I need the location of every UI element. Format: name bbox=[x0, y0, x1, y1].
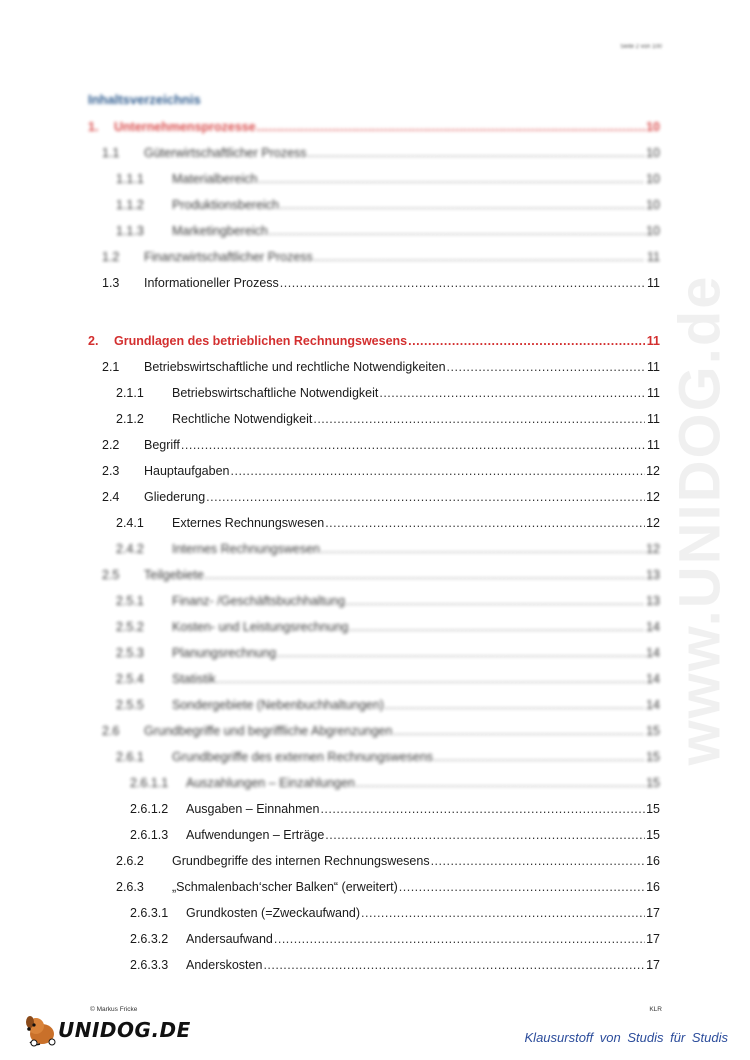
toc-entry-number: 1. bbox=[88, 120, 99, 134]
toc-entry-page: 10 bbox=[646, 224, 660, 238]
toc-entry-number: 2.6 bbox=[102, 724, 120, 738]
tagline: Klausurstoff von Studis für Studis bbox=[524, 1030, 728, 1045]
unidog-logo[interactable] bbox=[22, 1012, 191, 1048]
toc-entry-title: Sondergebiete (Nebenbuchhaltungen) bbox=[172, 698, 384, 712]
toc-entry-number: 2.1.1 bbox=[116, 386, 144, 400]
toc-entry[interactable] bbox=[88, 776, 660, 794]
toc-entry-page: 13 bbox=[646, 594, 660, 608]
toc-dot-leader bbox=[447, 360, 645, 374]
toc-entry-title: Informationeller Prozess bbox=[144, 276, 279, 290]
toc-entry-title: Produktionsbereich bbox=[172, 198, 280, 212]
toc-dot-leader bbox=[280, 198, 645, 212]
toc-entry-title: Kosten- und Leistungsrechnung bbox=[172, 620, 349, 634]
toc-entry-page: 10 bbox=[646, 198, 660, 212]
toc-dot-leader bbox=[361, 906, 645, 920]
toc-dot-leader bbox=[313, 412, 645, 426]
toc-dot-leader bbox=[356, 776, 645, 790]
toc-entry[interactable] bbox=[88, 334, 660, 352]
toc-entry-page: 16 bbox=[646, 880, 660, 894]
toc-dot-leader bbox=[263, 958, 645, 972]
toc-entry-number: 2.4.2 bbox=[116, 542, 144, 556]
toc-entry-number: 1.1.2 bbox=[116, 198, 144, 212]
toc-entry-page: 11 bbox=[647, 360, 660, 374]
toc-dot-leader bbox=[346, 594, 645, 608]
toc-title: Inhaltsverzeichnis bbox=[88, 92, 201, 107]
toc-entry[interactable] bbox=[88, 276, 660, 294]
toc-entry-title: Finanz- /Geschäftsbuchhaltung bbox=[172, 594, 346, 608]
toc-entry-title: Grundkosten (=Zweckaufwand) bbox=[186, 906, 361, 920]
toc-entry-title: Betriebswirtschaftliche Notwendigkeit bbox=[172, 386, 379, 400]
toc-entry[interactable] bbox=[88, 386, 660, 404]
toc-entry-page: 16 bbox=[646, 854, 660, 868]
toc-entry-page: 11 bbox=[647, 276, 660, 290]
toc-entry[interactable] bbox=[88, 750, 660, 768]
toc-entry-page: 15 bbox=[646, 750, 660, 764]
toc-entry-title: Begriff bbox=[144, 438, 180, 452]
toc-entry[interactable] bbox=[88, 880, 660, 898]
logo-text: UNIDOG.DE bbox=[58, 1018, 191, 1042]
toc-entry-title: Teilgebiete bbox=[144, 568, 204, 582]
toc-entry[interactable] bbox=[88, 412, 660, 430]
toc-entry[interactable] bbox=[88, 120, 660, 138]
toc-entry-title: Andersaufwand bbox=[186, 932, 273, 946]
toc-entry-number: 2.5.3 bbox=[116, 646, 144, 660]
toc-entry-page: 10 bbox=[646, 146, 660, 160]
toc-entry-page: 17 bbox=[646, 958, 660, 972]
toc-entry[interactable] bbox=[88, 172, 660, 190]
toc-dot-leader bbox=[408, 334, 645, 348]
toc-dot-leader bbox=[350, 620, 645, 634]
toc-dot-leader bbox=[206, 490, 645, 504]
toc-entry-number: 2.4.1 bbox=[116, 516, 144, 530]
toc-entry-number: 2.6.3.3 bbox=[130, 958, 169, 972]
toc-dot-leader bbox=[274, 932, 645, 946]
toc-entry-number: 2.6.3.2 bbox=[130, 932, 169, 946]
toc-dot-leader bbox=[314, 250, 645, 264]
toc-entry-title: Materialbereich bbox=[172, 172, 258, 186]
toc-entry-page: 15 bbox=[646, 776, 660, 790]
toc-dot-leader bbox=[434, 750, 645, 764]
footer-doc-code: KLR bbox=[649, 1006, 662, 1013]
toc-entry[interactable] bbox=[88, 594, 660, 612]
toc-entry-title: Finanzwirtschaftlicher Prozess bbox=[144, 250, 313, 264]
toc-entry-title: Gliederung bbox=[144, 490, 206, 504]
toc-entry-page: 10 bbox=[646, 172, 660, 186]
toc-entry-page: 12 bbox=[646, 542, 660, 556]
toc-entry[interactable] bbox=[88, 672, 660, 690]
toc-entry-title: Grundlagen des betrieblichen Rechnungswesens bbox=[114, 334, 408, 348]
toc-entry-number: 1.3 bbox=[102, 276, 120, 290]
page-number: Seite 2 von 100 bbox=[620, 44, 662, 50]
toc-entry[interactable] bbox=[88, 828, 660, 846]
toc-entry-number: 2.1.2 bbox=[116, 412, 144, 426]
toc-dot-leader bbox=[431, 854, 645, 868]
toc-entry[interactable] bbox=[88, 198, 660, 216]
toc-dot-leader bbox=[269, 224, 645, 238]
toc-entry-number: 1.1.1 bbox=[116, 172, 144, 186]
toc-entry-page: 11 bbox=[647, 438, 660, 452]
toc-entry-number: 2.5.1 bbox=[116, 594, 144, 608]
toc-entry[interactable] bbox=[88, 464, 660, 482]
toc-entry[interactable] bbox=[88, 646, 660, 664]
toc-entry-number: 2.5 bbox=[102, 568, 120, 582]
toc-entry-page: 13 bbox=[646, 568, 660, 582]
toc-dot-leader bbox=[205, 568, 645, 582]
toc-entry-page: 11 bbox=[647, 386, 660, 400]
toc-dot-leader bbox=[320, 802, 645, 816]
toc-dot-leader bbox=[257, 120, 645, 134]
toc-entry-page: 14 bbox=[646, 620, 660, 634]
toc-entry[interactable] bbox=[88, 568, 660, 586]
toc-entry[interactable] bbox=[88, 516, 660, 534]
toc-entry[interactable] bbox=[88, 906, 660, 924]
toc-entry-number: 2.6.2 bbox=[116, 854, 144, 868]
toc-entry-page: 15 bbox=[646, 802, 660, 816]
toc-entry[interactable] bbox=[88, 224, 660, 242]
toc-entry-number: 2.4 bbox=[102, 490, 120, 504]
toc-entry-title: Grundbegriffe des externen Rechnungswesens bbox=[172, 750, 434, 764]
toc-entry-title: „Schmalenbach‘scher Balken“ (erweitert) bbox=[172, 880, 398, 894]
toc-entry-page: 11 bbox=[647, 250, 660, 264]
toc-entry[interactable] bbox=[88, 146, 660, 164]
toc-entry-number: 2.3 bbox=[102, 464, 120, 478]
toc-entry-number: 2.6.1.1 bbox=[130, 776, 169, 790]
toc-entry-page: 15 bbox=[646, 828, 660, 842]
toc-entry-title: Internes Rechnungswesen bbox=[172, 542, 321, 556]
toc-entry-number: 2.5.2 bbox=[116, 620, 144, 634]
toc-entry-page: 17 bbox=[646, 906, 660, 920]
toc-entry[interactable] bbox=[88, 698, 660, 716]
toc-entry[interactable] bbox=[88, 490, 660, 508]
toc-dot-leader bbox=[280, 276, 645, 290]
toc-entry[interactable] bbox=[88, 854, 660, 872]
toc-entry-page: 12 bbox=[646, 464, 660, 478]
toc-entry-number: 2.2 bbox=[102, 438, 120, 452]
toc-entry-number: 2.5.4 bbox=[116, 672, 144, 686]
dog-icon bbox=[22, 1012, 62, 1048]
toc-entry[interactable] bbox=[88, 360, 660, 378]
toc-dot-leader bbox=[217, 672, 645, 686]
toc-entry-number: 2. bbox=[88, 334, 99, 348]
toc-entry[interactable] bbox=[88, 542, 660, 560]
toc-entry-number: 2.5.5 bbox=[116, 698, 144, 712]
toc-dot-leader bbox=[379, 386, 645, 400]
toc-entry-page: 14 bbox=[646, 672, 660, 686]
toc-entry[interactable] bbox=[88, 438, 660, 456]
toc-entry-title: Marketingbereich bbox=[172, 224, 268, 238]
toc-dot-leader bbox=[258, 172, 645, 186]
toc-entry-number: 2.6.1.2 bbox=[130, 802, 169, 816]
toc-dot-leader bbox=[321, 542, 645, 556]
toc-entry-page: 15 bbox=[646, 724, 660, 738]
toc-entry-title: Grundbegriffe und begriffliche Abgrenzungen bbox=[144, 724, 393, 738]
toc-entry-title: Externes Rechnungswesen bbox=[172, 516, 325, 530]
footer-author: © Markus Fricke bbox=[90, 1006, 138, 1013]
toc-dot-leader bbox=[385, 698, 645, 712]
toc-entry-page: 14 bbox=[646, 698, 660, 712]
toc-entry-title: Aufwendungen – Erträge bbox=[186, 828, 325, 842]
toc-entry-page: 10 bbox=[646, 120, 660, 134]
toc-entry-title: Planungsrechnung bbox=[172, 646, 277, 660]
toc-dot-leader bbox=[325, 828, 645, 842]
toc-entry-number: 2.6.3.1 bbox=[130, 906, 169, 920]
toc-entry-page: 12 bbox=[646, 490, 660, 504]
toc-entry-title: Anderskosten bbox=[186, 958, 263, 972]
toc-entry-number: 2.6.3 bbox=[116, 880, 144, 894]
toc-entry-page: 11 bbox=[647, 412, 660, 426]
toc-entry-number: 2.1 bbox=[102, 360, 120, 374]
toc-entry-title: Güterwirtschaftlicher Prozess bbox=[144, 146, 307, 160]
toc-entry-number: 2.6.1 bbox=[116, 750, 144, 764]
toc-dot-leader bbox=[399, 880, 645, 894]
toc-entry-number: 2.6.1.3 bbox=[130, 828, 169, 842]
toc-entry[interactable] bbox=[88, 802, 660, 820]
toc-entry[interactable] bbox=[88, 932, 660, 950]
toc-entry-page: 11 bbox=[646, 334, 660, 348]
toc-entry-title: Betriebswirtschaftliche und rechtliche Notwendigkeiten bbox=[144, 360, 446, 374]
toc-dot-leader bbox=[308, 146, 645, 160]
toc-dot-leader bbox=[277, 646, 645, 660]
toc-entry-page: 14 bbox=[646, 646, 660, 660]
toc-entry-title: Ausgaben – Einnahmen bbox=[186, 802, 320, 816]
toc-entry-number: 1.2 bbox=[102, 250, 120, 264]
toc-entry-page: 12 bbox=[646, 516, 660, 530]
toc-entry[interactable] bbox=[88, 958, 660, 976]
toc-dot-leader bbox=[231, 464, 646, 478]
toc-dot-leader bbox=[393, 724, 645, 738]
toc-entry-title: Auszahlungen – Einzahlungen bbox=[186, 776, 355, 790]
toc-entry-title: Rechtliche Notwendigkeit bbox=[172, 412, 313, 426]
watermark: www.UNIDOG.de bbox=[667, 274, 733, 766]
toc-entry-page: 17 bbox=[646, 932, 660, 946]
toc-entry-title: Grundbegriffe des internen Rechnungswesens bbox=[172, 854, 430, 868]
toc-dot-leader bbox=[181, 438, 645, 452]
toc-entry[interactable] bbox=[88, 620, 660, 638]
toc-entry-title: Unternehmensprozesse bbox=[114, 120, 256, 134]
toc-entry[interactable] bbox=[88, 724, 660, 742]
toc-entry-number: 1.1 bbox=[102, 146, 120, 160]
toc-dot-leader bbox=[325, 516, 645, 530]
toc-entry-title: Statistik bbox=[172, 672, 216, 686]
toc-entry-number: 1.1.3 bbox=[116, 224, 144, 238]
toc-entry-title: Hauptaufgaben bbox=[144, 464, 230, 478]
toc-entry[interactable] bbox=[88, 250, 660, 268]
